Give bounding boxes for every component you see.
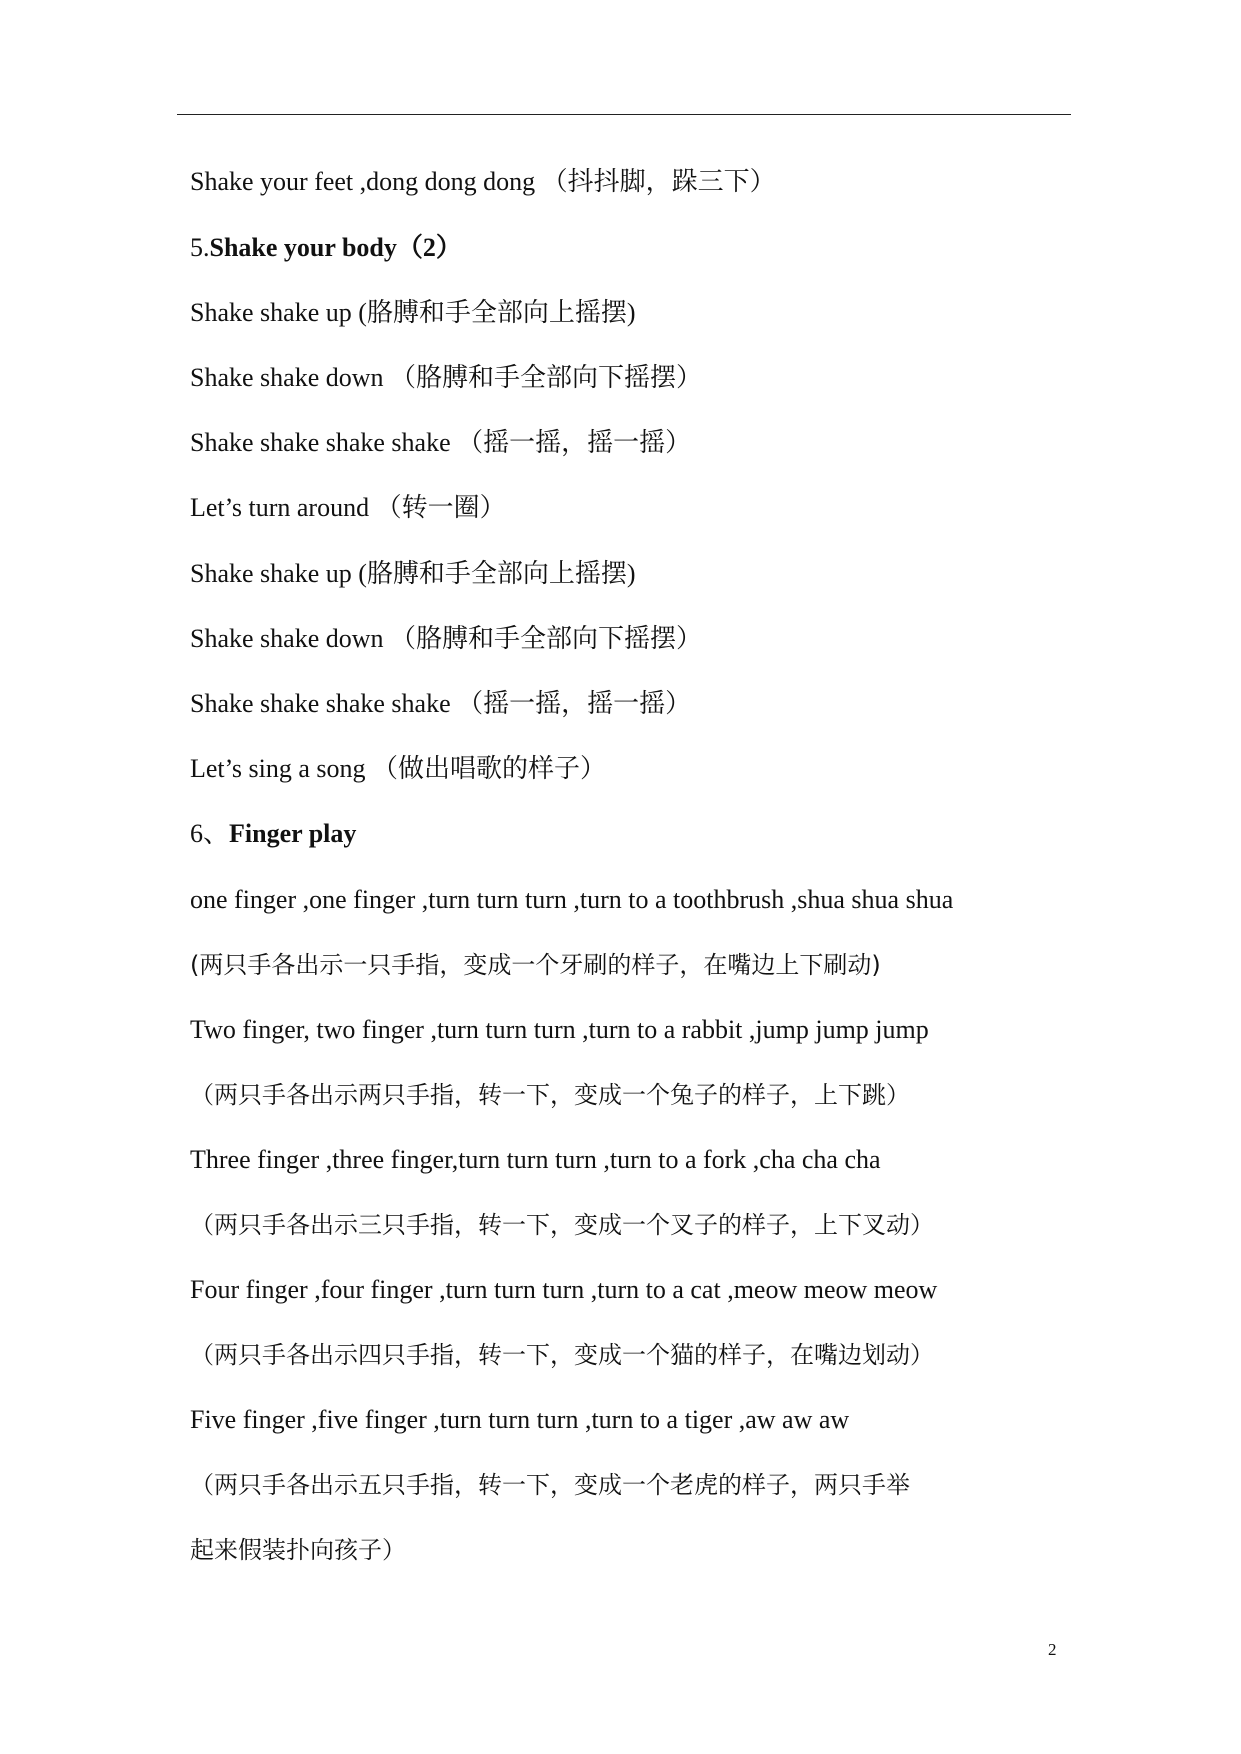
text-line: one finger ,one finger ,turn turn turn ,turn to a toothbrush ,shua shua shua	[190, 885, 954, 914]
text-line: Shake shake shake shake （摇一摇，摇一摇）	[190, 428, 692, 457]
header-rule	[177, 114, 1071, 115]
text-line: Shake shake up (胳膊和手全部向上摇摆)	[190, 298, 636, 327]
text-line: Shake shake down （胳膊和手全部向下摇摆）	[190, 624, 703, 653]
section-heading	[190, 231, 462, 265]
text-line: Let’s turn around （转一圈）	[190, 493, 506, 522]
text-line: Four finger ,four finger ,turn turn turn ,turn to a cat ,meow meow meow	[190, 1275, 938, 1304]
text-line: Three finger ,three finger,turn turn turn ,turn to a fork ,cha cha cha	[190, 1145, 881, 1174]
section-number: 5.	[190, 233, 210, 262]
text-line: Two finger, two finger ,turn turn turn ,turn to a rabbit ,jump jump jump	[190, 1015, 929, 1044]
text-line: Five finger ,five finger ,turn turn turn ,turn to a tiger ,aw aw aw	[190, 1405, 850, 1434]
section-title: Shake your body（2）	[209, 233, 462, 262]
text-line: （两只手各出示四只手指，转一下，变成一个猫的样子，在嘴边划动）	[190, 1341, 934, 1369]
page-number: 2	[1048, 1640, 1057, 1659]
text-line: （两只手各出示两只手指，转一下，变成一个兔子的样子，上下跳）	[190, 1081, 910, 1109]
text-line: (两只手各出示一只手指，变成一个牙刷的样子，在嘴边上下刷动)	[190, 951, 881, 979]
text-line: Shake your feet ,dong dong dong （抖抖脚，跺三下）	[190, 167, 776, 196]
text-line: （两只手各出示五只手指，转一下，变成一个老虎的样子，两只手举	[190, 1471, 910, 1499]
text-line: Shake shake down （胳膊和手全部向下摇摆）	[190, 363, 703, 392]
text-line: （两只手各出示三只手指，转一下，变成一个叉子的样子，上下叉动）	[190, 1211, 934, 1239]
section-number: 6、	[190, 819, 230, 848]
text-line: Shake shake shake shake （摇一摇，摇一摇）	[190, 689, 692, 718]
section-heading	[190, 817, 356, 851]
text-line: Let’s sing a song （做出唱歌的样子）	[190, 754, 606, 783]
text-line: Shake shake up (胳膊和手全部向上摇摆)	[190, 559, 636, 588]
text-line: 起来假装扑向孩子）	[190, 1536, 406, 1564]
section-title: Finger play	[229, 819, 357, 848]
